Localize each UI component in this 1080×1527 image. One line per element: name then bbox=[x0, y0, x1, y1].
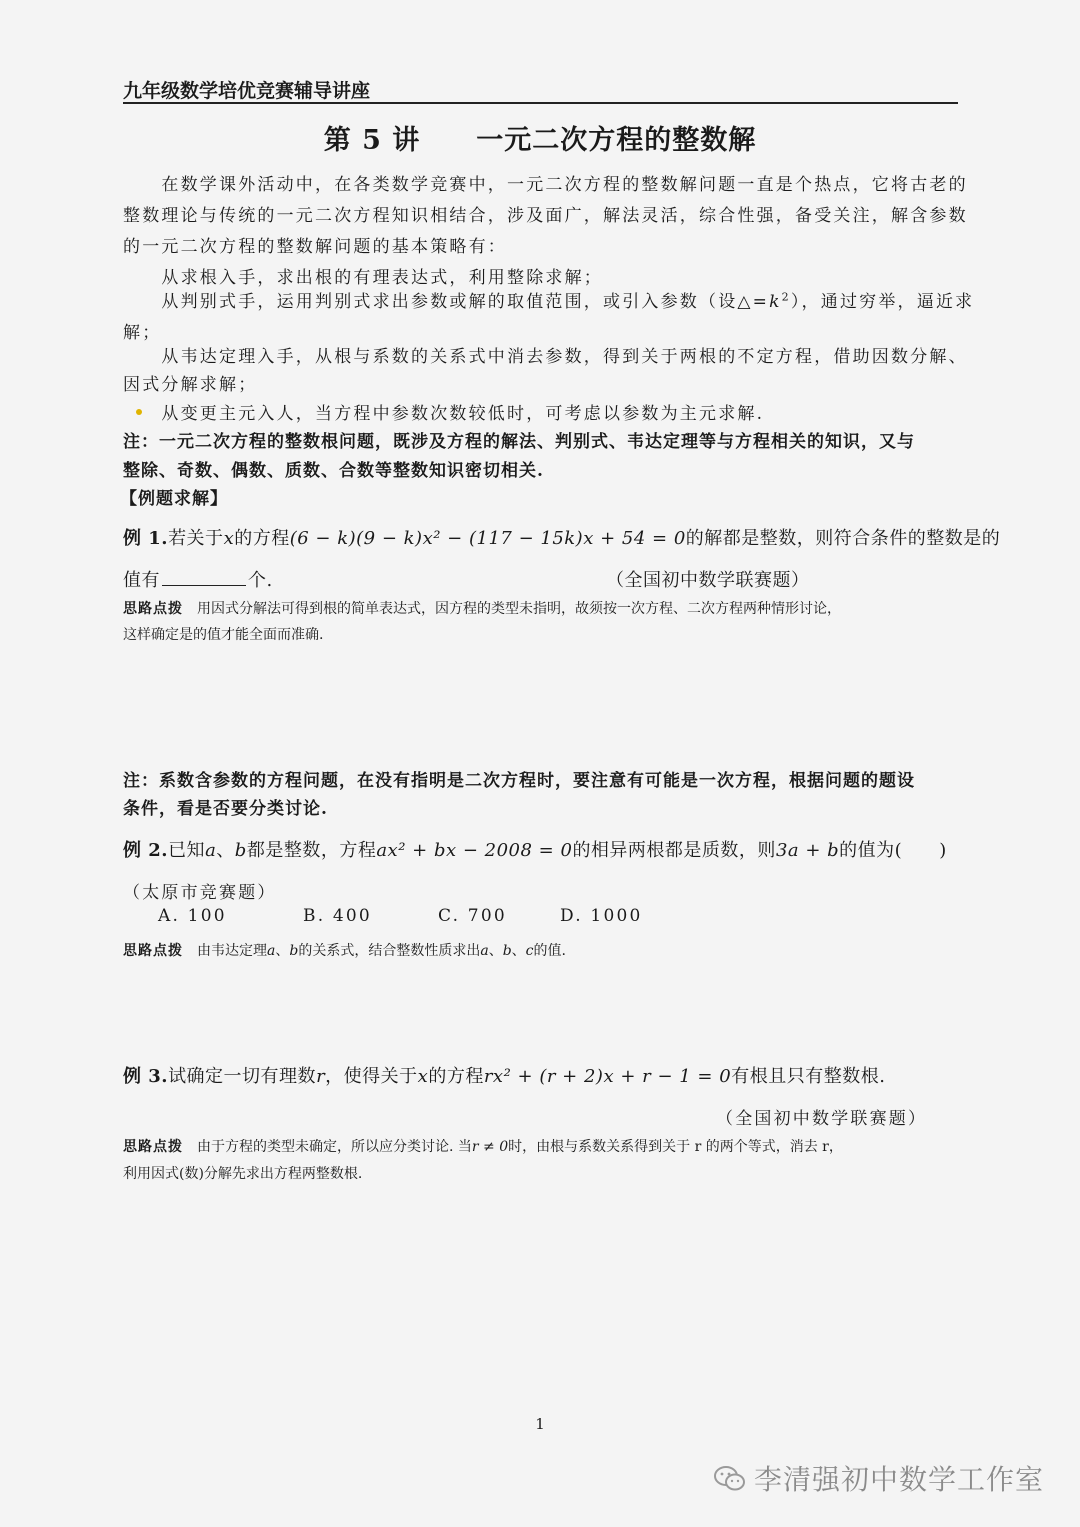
strategy-3: 从韦达定理入手，从根与系数的关系式中消去参数，得到关于两根的不定方程，借助因数分解、 bbox=[123, 347, 968, 367]
example-1-line-2 bbox=[123, 566, 273, 592]
example-2-tip-var-1: a bbox=[267, 943, 276, 959]
mid-note-1: 注：系数含参数的方程问题，在没有指明是二次方程时，要注意有可能是一次方程，根据问题的题设 bbox=[123, 771, 915, 791]
strategy-1: 从求根入手，求出根的有理表达式，利用整除求解； bbox=[123, 268, 603, 288]
option-d[interactable]: D. 1000 bbox=[560, 906, 643, 926]
wechat-icon bbox=[714, 1465, 746, 1493]
example-1-text-a: 若关于 bbox=[168, 528, 224, 549]
example-3-text-b: ，使得关于 bbox=[325, 1066, 418, 1087]
strategy-2-k: k bbox=[769, 292, 782, 312]
example-1-tip-2: 这样确定是的值才能全面而准确. bbox=[123, 627, 324, 643]
strategy-2-text-b: ），通过穷举，逼近求 bbox=[790, 292, 975, 312]
option-c[interactable]: C. 700 bbox=[438, 906, 507, 926]
header-rule bbox=[123, 102, 958, 104]
example-2-tip-text-a: 由韦达定理 bbox=[197, 943, 267, 959]
example-3-source: （全国初中数学联赛题） bbox=[716, 1109, 928, 1129]
example-2-tip-text-c: 的值. bbox=[533, 943, 566, 959]
example-3-tip-cond: r ≠ 0 bbox=[471, 1139, 509, 1155]
mid-note-2: 条件，看是否要分类讨论. bbox=[123, 799, 328, 819]
example-3-x: x bbox=[417, 1066, 429, 1087]
example-2-b: b bbox=[234, 840, 247, 861]
example-2-equation: ax² + bx − 2008 = 0 bbox=[376, 840, 573, 861]
example-3-text-a: 试确定一切有理数 bbox=[168, 1066, 317, 1087]
example-2-text-c: 的相异两根都是质数，则 bbox=[572, 840, 776, 861]
example-1-var: x bbox=[223, 528, 235, 549]
strategy-4: 从变更主元入人，当方程中参数次数较低时，可考虑以参数为主元求解. bbox=[123, 404, 765, 424]
example-2-tip-var-2: b bbox=[289, 943, 299, 959]
example-2-expr: 3a + b bbox=[775, 840, 840, 861]
example-1-source: （全国初中数学联赛题） bbox=[606, 570, 810, 591]
example-2-tip bbox=[123, 940, 566, 960]
example-2-sep: 、 bbox=[216, 840, 235, 861]
example-3-text-c: 的方程 bbox=[428, 1066, 484, 1087]
page-number: 1 bbox=[535, 1415, 545, 1433]
example-2-a: a bbox=[205, 840, 217, 861]
example-2-tip-text-b: 的关系式，结合整数性质求出 bbox=[298, 943, 481, 959]
example-2-tip-sep-3: 、 bbox=[511, 943, 526, 959]
example-2-text-d: 的值为( ) bbox=[839, 840, 947, 861]
example-3-tip-text-a: 由于方程的类型未确定，所以应分类讨论. 当 bbox=[197, 1139, 472, 1155]
example-1-label: 例 1. bbox=[123, 528, 169, 549]
example-2-label: 例 2. bbox=[123, 840, 169, 861]
example-3-label: 例 3. bbox=[123, 1066, 169, 1087]
example-1-line2-a: 值有 bbox=[123, 570, 160, 591]
watermark-text: 李清强初中数学工作室 bbox=[753, 1463, 1044, 1496]
example-2-tip-var-4: b bbox=[502, 943, 512, 959]
strategy-3-cont: 因式分解求解； bbox=[123, 375, 258, 395]
example-2-tip-var-3: a bbox=[480, 943, 489, 959]
intro-note-1: 注：一元二次方程的整数根问题，既涉及方程的解法、判别式、韦达定理等与方程相关的知识，又与 bbox=[123, 432, 915, 452]
answer-blank[interactable] bbox=[162, 567, 246, 586]
example-2 bbox=[123, 836, 947, 862]
strategy-2-exponent: 2 bbox=[781, 290, 791, 304]
strategy-2 bbox=[123, 287, 974, 312]
intro-line-2: 整数理论与传统的一元二次方程知识相结合，涉及面广，解法灵活，综合性强，备受关注，解含参数 bbox=[123, 206, 968, 226]
example-1-line2-b: 个. bbox=[248, 570, 273, 591]
lecture-title: 第 5 讲 一元二次方程的整数解 bbox=[323, 125, 757, 156]
example-2-tip-sep-1: 、 bbox=[275, 943, 290, 959]
tip-label: 思路点拨 bbox=[123, 943, 183, 959]
strategy-2-cont: 解； bbox=[123, 323, 162, 343]
watermark bbox=[714, 1458, 1044, 1498]
intro-line-3: 的一元二次方程的整数解问题的基本策略有： bbox=[123, 237, 507, 257]
example-1-tip bbox=[123, 598, 841, 618]
tip-label: 思路点拨 bbox=[123, 601, 183, 617]
example-3-tip-2: 利用因式(数)分解先求出方程两整数根. bbox=[123, 1166, 363, 1182]
example-3-equation: rx² + (r + 2)x + r − 1 = 0 bbox=[483, 1066, 732, 1087]
example-3-tip-text-b: 时，由根与系数关系得到关于 r 的两个等式，消去 r， bbox=[508, 1139, 843, 1155]
example-1-text-b: 的方程 bbox=[234, 528, 290, 549]
section-heading: 【例题求解】 bbox=[120, 489, 228, 509]
example-1-tip-text: 用因式分解法可得到根的简单表达式，因方程的类型未指明，故须按一次方程、二次方程两种情形讨论， bbox=[197, 601, 841, 617]
intro-note-2: 整除、奇数、偶数、质数、合数等整数知识密切相关. bbox=[123, 461, 544, 481]
example-1-equation: (6 − k)(9 − k)x² − (117 − 15k)x + 54 = 0 bbox=[289, 528, 686, 549]
example-1-text-c: 的解都是整数，则符合条件的整数是的 bbox=[685, 528, 1001, 549]
strategy-2-text-a: 从判别式手，运用判别式求出参数或解的取值范围，或引入参数（设△= bbox=[123, 292, 770, 312]
running-header: 九年级数学培优竞赛辅导讲座 bbox=[123, 80, 371, 102]
option-b[interactable]: B. 400 bbox=[303, 906, 372, 926]
intro-line-1: 在数学课外活动中，在各类数学竞赛中，一元二次方程的整数解问题一直是个热点，它将古老的 bbox=[123, 175, 968, 195]
example-2-text-a: 已知 bbox=[168, 840, 206, 861]
example-2-tip-sep-2: 、 bbox=[488, 943, 503, 959]
example-3 bbox=[123, 1062, 885, 1088]
option-a[interactable]: A. 100 bbox=[158, 906, 227, 926]
example-2-tip-var-5: c bbox=[525, 943, 534, 959]
tip-label: 思路点拨 bbox=[123, 1139, 183, 1155]
example-2-text-b: 都是整数，方程 bbox=[246, 840, 377, 861]
example-3-tip bbox=[123, 1136, 843, 1156]
example-3-r: r bbox=[316, 1066, 326, 1087]
example-3-text-d: 有根且只有整数根. bbox=[731, 1066, 886, 1087]
example-1 bbox=[123, 524, 1000, 550]
example-2-source: （太原市竞赛题） bbox=[123, 883, 277, 903]
